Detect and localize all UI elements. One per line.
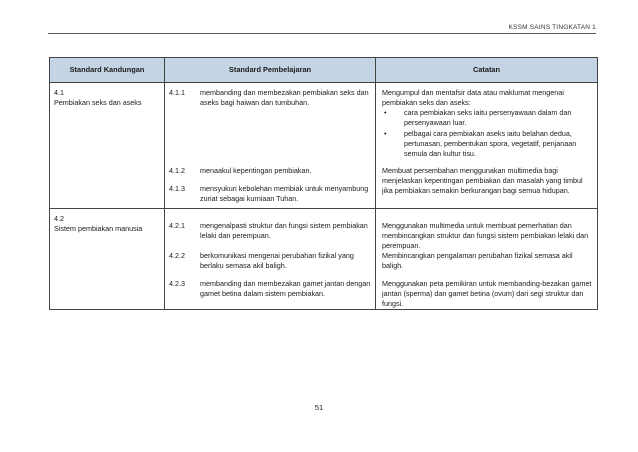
- standard-pembelajaran-cell: [165, 83, 376, 165]
- table-row: [50, 209, 598, 252]
- table-row: [50, 251, 598, 279]
- sp-number: 4.2.1: [169, 221, 185, 230]
- sk-title: Sistem pembiakan manusia: [54, 224, 143, 233]
- column-header-standard-kandungan: Standard Kandungan: [50, 58, 165, 83]
- bullet-text: pelbagai cara pembiakan aseks iaitu belahan dedua, pertunasan, pembentukan spora, vegetatif, penjanaan semula dan kultur tisu.: [404, 129, 577, 158]
- standard-pembelajaran-cell: [165, 279, 376, 310]
- curriculum-table: [49, 57, 598, 310]
- table-row: [50, 164, 598, 209]
- sp-text: mensyukuri kebolehan membiak untuk menyambung zuriat sebagai kurniaan Tuhan.: [200, 184, 369, 203]
- standard-kandungan-cell: [50, 251, 165, 279]
- sp-number: 4.1.1: [169, 88, 185, 97]
- page-number: 51: [314, 403, 324, 412]
- standard-pembelajaran-cell: [165, 164, 376, 209]
- standard-kandungan-cell: [50, 209, 165, 252]
- note-text: Membuat persembahan menggunakan multimedia bagi menjelaskan kepentingan pembiakan dan masalah yang timbul jika pembiakan semakin berkurangan bagi semua hidupan.: [382, 166, 583, 195]
- sp-number: 4.2.3: [169, 279, 185, 288]
- table-row: [50, 83, 598, 165]
- standard-pembelajaran-cell: [165, 251, 376, 279]
- catatan-cell: [376, 209, 598, 252]
- table-header-row: [50, 58, 598, 83]
- catatan-cell: [376, 83, 598, 165]
- list-item: [382, 108, 593, 128]
- bullet-text: cara pembiakan seks iaitu persenyawaan dalam dan persenyawaan luar.: [404, 108, 572, 127]
- catatan-cell: [376, 251, 598, 279]
- note-text: Membincangkan pengalaman perubahan fizikal semasa akil baligh.: [382, 251, 573, 270]
- bullet-icon: •: [384, 129, 387, 138]
- sp-text: berkomunikasi mengenai perubahan fizikal yang berlaku semasa akil baligh.: [200, 251, 354, 270]
- sp-text: membanding dan membezakan gamet jantan dengan gamet betina dalam sistem pembiakan.: [200, 279, 371, 298]
- note-text: Menggunakan peta pemikiran untuk membanding-bezakan gamet jantan (sperma) dan gamet betina (ovum) dari segi struktur dan fungsi.: [382, 279, 592, 308]
- sp-number: 4.2.2: [169, 251, 185, 260]
- list-item: [382, 129, 593, 159]
- header-divider: [48, 33, 596, 34]
- column-header-catatan: Catatan: [376, 58, 598, 83]
- table-row: [50, 279, 598, 310]
- sp-number: 4.1.2: [169, 166, 185, 175]
- sp-text: menaakul kepentingan pembiakan.: [200, 166, 312, 175]
- catatan-cell: [376, 279, 598, 310]
- note-text: Menggunakan multimedia untuk membuat pemerhatian dan membincangkan struktur dan fungsi sistem pembiakan lelaki dan perempuan.: [382, 221, 589, 250]
- note-bullet-list: [382, 108, 593, 159]
- catatan-cell: [376, 164, 598, 209]
- sp-text: mengenalpasti struktur dan fungsi sistem pembiakan lelaki dan perempuan.: [200, 221, 368, 240]
- sk-title: Pembiakan seks dan aseks: [54, 98, 142, 107]
- sp-text: membanding dan membezakan pembiakan seks dan aseks bagi haiwan dan tumbuhan.: [200, 88, 369, 107]
- standard-pembelajaran-cell: [165, 209, 376, 252]
- sk-number: 4.2: [54, 214, 64, 223]
- sk-number: 4.1: [54, 88, 64, 97]
- standard-kandungan-cell: [50, 164, 165, 209]
- column-header-standard-pembelajaran: Standard Pembelajaran: [165, 58, 376, 83]
- sp-number: 4.1.3: [169, 184, 185, 193]
- bullet-icon: •: [384, 108, 387, 117]
- note-intro: Mengumpul dan mentafsir data atau maklumat mengenai pembiakan seks dan aseks:: [382, 88, 564, 107]
- standard-kandungan-cell: [50, 279, 165, 310]
- standard-kandungan-cell: [50, 83, 165, 165]
- document-header-label: KSSM SAINS TINGKATAN 1: [508, 24, 596, 31]
